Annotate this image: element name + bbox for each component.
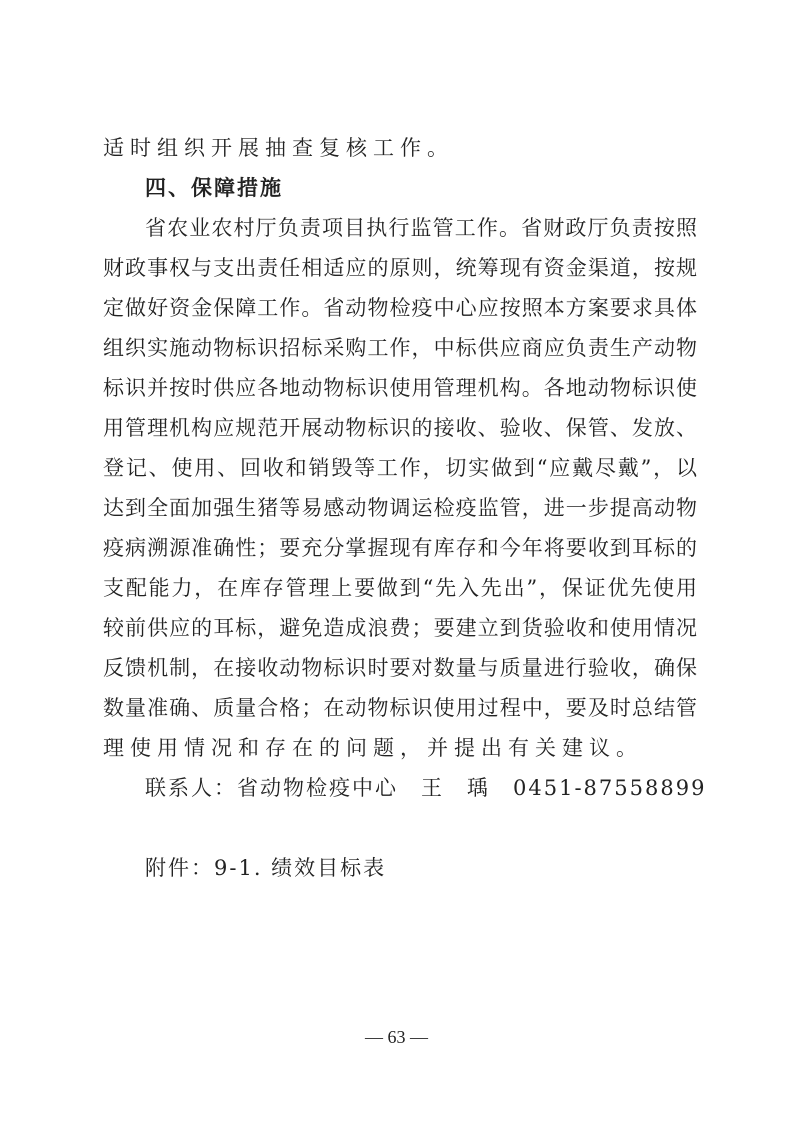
paragraph-line: 登记、使用、回收和销毁等工作，切实做到“应戴尽戴”，以: [103, 456, 697, 480]
paragraph-line: 反馈机制，在接收动物标识时要对数量与质量进行验收，确保: [103, 656, 697, 680]
paragraph-line: 组织实施动物标识招标采购工作，中标供应商应负责生产动物: [103, 336, 697, 360]
attachment-line: 附件：9-1. 绩效目标表: [145, 856, 387, 880]
continued-line: 适时组织开展抽查复核工作。: [103, 136, 454, 160]
paragraph-line: 省农业农村厅负责项目执行监管工作。省财政厅负责按照: [145, 216, 697, 240]
paragraph-line: 较前供应的耳标，避免造成浪费；要建立到货验收和使用情况: [103, 616, 697, 640]
contact-line: 联系人：省动物检疫中心 王 瑀 0451-87558899: [145, 776, 707, 800]
paragraph-line: 用管理机构应规范开展动物标识的接收、验收、保管、发放、: [103, 416, 697, 440]
section-heading: 四、保障措施: [145, 176, 283, 200]
paragraph-line: 理使用情况和存在的问题，并提出有关建议。: [103, 736, 643, 760]
paragraph-line: 支配能力，在库存管理上要做到“先入先出”，保证优先使用: [103, 576, 697, 600]
paragraph-line: 定做好资金保障工作。省动物检疫中心应按照本方案要求具体: [103, 296, 697, 320]
paragraph: [103, 208, 697, 768]
paragraph-line: 疫病溯源准确性；要充分掌握现有库存和今年将要收到耳标的: [103, 536, 697, 560]
paragraph-line: 数量准确、质量合格；在动物标识使用过程中，要及时总结管: [103, 696, 697, 720]
paragraph-line: 财政事权与支出责任相适应的原则，统筹现有资金渠道，按规: [103, 256, 697, 280]
page-number: — 63 —: [365, 1027, 428, 1047]
spacer: [103, 808, 697, 848]
paragraph-line: 标识并按时供应各地动物标识使用管理机构。各地动物标识使: [103, 376, 697, 400]
document-page: [103, 128, 707, 888]
paragraph-line: 达到全面加强生猪等易感动物调运检疫监管，进一步提高动物: [103, 496, 697, 520]
